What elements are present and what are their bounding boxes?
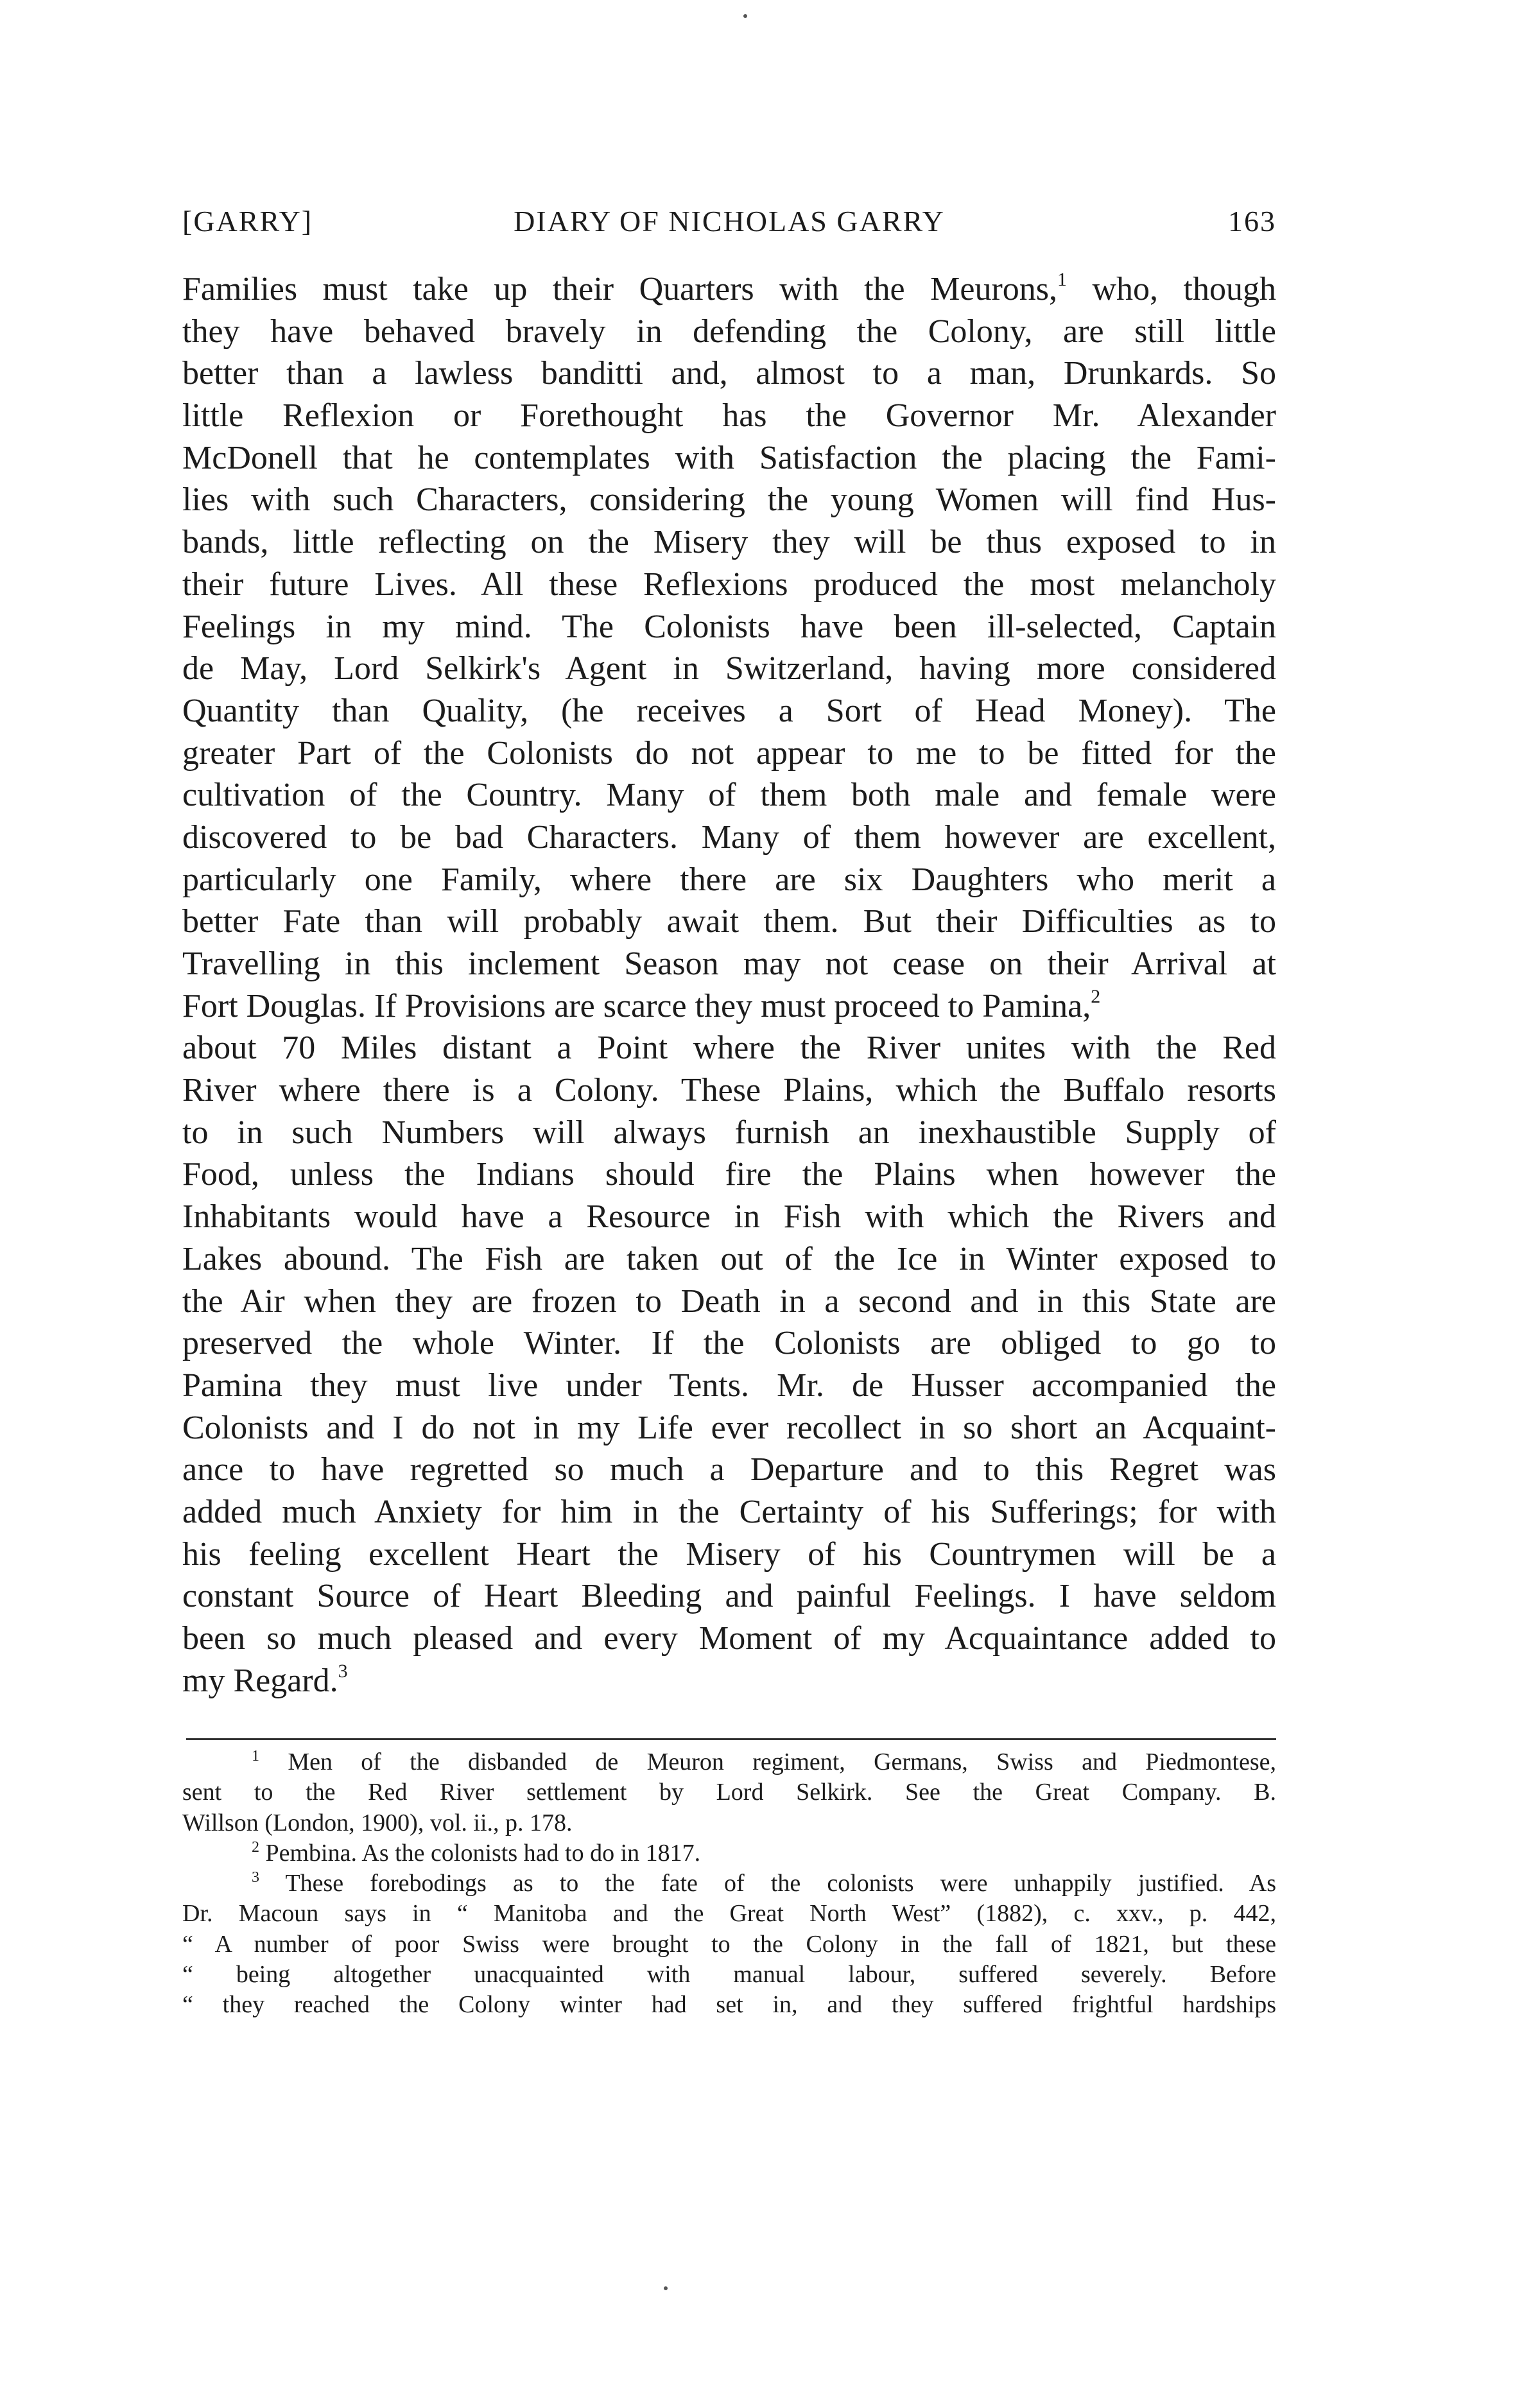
footnote-marker: 2 <box>1091 985 1101 1007</box>
body-line: Feelings in my mind. The Colonists have been ill-selected, Captain <box>182 608 1276 645</box>
footnote-line: “ they reached the Colony winter had set in, and they suffered frightful hardships <box>182 1991 1276 2019</box>
body-line: discovered to be bad Characters. Many of them however are excellent, <box>182 818 1276 856</box>
footnote-line: “ A number of poor Swiss were brought to the Colony in the fall of 1821, but these <box>182 1930 1276 1958</box>
footnote-line <box>182 1869 1276 1899</box>
body-line: they have behaved bravely in defending the Colony, are still little <box>182 313 1276 350</box>
body-line: particularly one Family, where there are six Daughters who merit a <box>182 861 1276 898</box>
body-line <box>182 1660 1276 1702</box>
body-line <box>182 985 1276 1028</box>
body-line: been so much pleased and every Moment of my Acquaintance added to <box>182 1620 1276 1657</box>
body-line: Quantity than Quality, (he receives a Sort of Head Money). The <box>182 692 1276 729</box>
footnote-marker: 1 <box>1057 269 1067 290</box>
footnote-text: Pembina. As the colonists had to do in 1817. <box>259 1839 701 1867</box>
speck <box>743 14 747 18</box>
body-line: their future Lives. All these Reflexions produced the most melancholy <box>182 565 1276 603</box>
body-line: his feeling excellent Heart the Misery of his Countrymen will be a <box>182 1535 1276 1573</box>
body-line: preserved the whole Winter. If the Colonists are obliged to go to <box>182 1325 1276 1362</box>
body-line: Colonists and I do not in my Life ever recollect in so short an Acquaint- <box>182 1409 1276 1446</box>
running-header <box>182 204 1276 243</box>
body-line: bands, little reflecting on the Misery they will be thus exposed to in <box>182 524 1276 561</box>
footnote-line: Willson (London, 1900), vol. ii., p. 178. <box>182 1809 573 1836</box>
body-line <box>182 268 1276 311</box>
body-line-text: who, though <box>1067 271 1276 307</box>
body-text <box>182 268 1276 1702</box>
footnote-line <box>182 1838 1276 1869</box>
body-line: the Air when they are frozen to Death in a second and in this State are <box>182 1282 1276 1320</box>
footnote-number: 2 <box>252 1838 259 1856</box>
body-line: better Fate than will probably await them. But their Difficulties as to <box>182 903 1276 940</box>
body-line: Lakes abound. The Fish are taken out of the Ice in Winter exposed to <box>182 1240 1276 1277</box>
header-title: DIARY OF NICHOLAS GARRY <box>514 205 945 237</box>
footnote-marker: 3 <box>338 1660 348 1682</box>
body-line: Inhabitants would have a Resource in Fish with which the Rivers and <box>182 1198 1276 1236</box>
body-line: McDonell that he contemplates with Satisfaction the placing the Fami- <box>182 439 1276 476</box>
footnote-divider <box>186 1738 1276 1740</box>
footnote-number: 1 <box>252 1748 259 1765</box>
body-line: lies with such Characters, considering the young Women will find Hus- <box>182 481 1276 519</box>
footnote-line: “ being altogether unacquainted with manual labour, suffered severely. Before <box>182 1961 1276 1989</box>
body-line: little Reflexion or Forethought has the Governor Mr. Alexander <box>182 397 1276 435</box>
body-line: cultivation of the Country. Many of them both male and female were <box>182 777 1276 814</box>
page-number: 163 <box>1228 205 1276 237</box>
footnote-number: 3 <box>252 1869 259 1886</box>
footnote-line: sent to the Red River settlement by Lord Selkirk. See the Great Company. B. <box>182 1779 1276 1806</box>
footnote-text: Men of the disbanded de Meuron regiment, Germans, Swiss and Piedmontese, <box>259 1748 1276 1775</box>
body-line: Travelling in this inclement Season may not cease on their Arrival at <box>182 945 1276 982</box>
speck <box>664 2286 668 2290</box>
body-line: greater Part of the Colonists do not appear to me to be fitted for the <box>182 734 1276 772</box>
body-line-text: Fort Douglas. If Provisions are scarce they must proceed to Pamina, <box>182 987 1091 1024</box>
body-line: Pamina they must live under Tents. Mr. de Husser accompanied the <box>182 1367 1276 1404</box>
body-line: ance to have regretted so much a Departure and to this Regret was <box>182 1451 1276 1489</box>
body-line-text: Families must take up their Quarters with the Meurons, <box>182 271 1057 307</box>
body-line: to in such Numbers will always furnish an inexhaustible Supply of <box>182 1114 1276 1151</box>
body-line: de May, Lord Selkirk's Agent in Switzerland, having more considered <box>182 650 1276 687</box>
footnotes <box>182 1747 1276 2021</box>
footnote-line <box>182 1747 1276 1777</box>
body-line-text: my Regard. <box>182 1662 338 1699</box>
body-line: constant Source of Heart Bleeding and painful Feelings. I have seldom <box>182 1578 1276 1615</box>
header-left: [GARRY] <box>182 205 313 237</box>
body-line: Food, unless the Indians should fire the Plains when however the <box>182 1156 1276 1193</box>
body-line: better than a lawless banditti and, almost to a man, Drunkards. So <box>182 355 1276 392</box>
body-line: about 70 Miles distant a Point where the River unites with the Red <box>182 1030 1276 1067</box>
body-line: River where there is a Colony. These Plains, which the Buffalo resorts <box>182 1072 1276 1109</box>
footnote-line: Dr. Macoun says in “ Manitoba and the Great North West” (1882), c. xxv., p. 442, <box>182 1900 1276 1928</box>
body-line: added much Anxiety for him in the Certainty of his Sufferings; for with <box>182 1493 1276 1530</box>
footnote-text: These forebodings as to the fate of the colonists were unhappily justified. As <box>259 1870 1276 1897</box>
